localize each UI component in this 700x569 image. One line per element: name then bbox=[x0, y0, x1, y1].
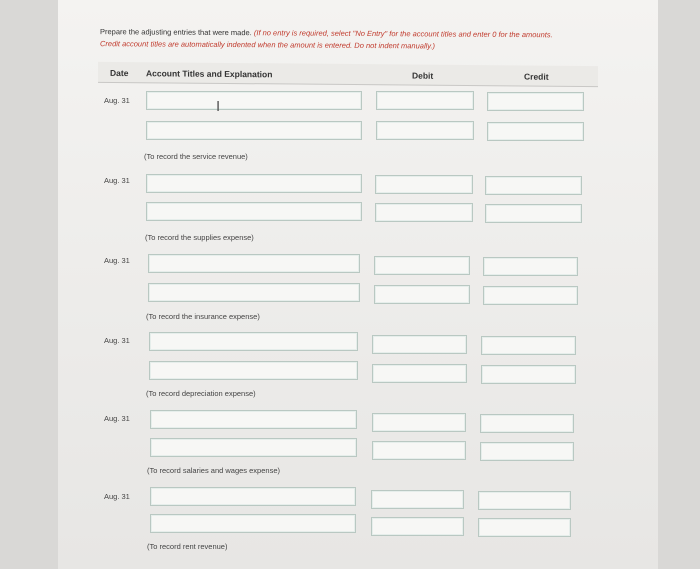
credit-amount-input[interactable] bbox=[483, 257, 578, 276]
debit-amount-input[interactable] bbox=[375, 203, 473, 222]
entry-date: Aug. 31 bbox=[104, 336, 130, 345]
credit-amount-input[interactable] bbox=[487, 122, 584, 141]
account-title-input-credit[interactable] bbox=[150, 438, 357, 457]
header-credit: Credit bbox=[524, 71, 549, 82]
entry-explanation: (To record the insurance expense) bbox=[146, 312, 260, 321]
account-title-input-credit[interactable] bbox=[149, 361, 358, 380]
header-debit: Debit bbox=[412, 70, 434, 81]
account-title-input-debit[interactable] bbox=[149, 332, 358, 351]
instructions-note: (If no entry is required, select "No Entry" for the account titles and enter 0 for the amounts. bbox=[253, 28, 553, 40]
account-title-input-debit[interactable] bbox=[150, 487, 356, 506]
entry-explanation: (To record rent revenue) bbox=[147, 542, 228, 551]
debit-amount-input[interactable] bbox=[371, 517, 464, 536]
account-title-input-debit[interactable] bbox=[146, 91, 362, 110]
debit-amount-input[interactable] bbox=[371, 490, 464, 509]
entry-date: Aug. 31 bbox=[104, 176, 130, 185]
credit-amount-input[interactable] bbox=[487, 92, 584, 111]
account-title-input-credit[interactable] bbox=[146, 121, 362, 140]
debit-amount-input[interactable] bbox=[372, 335, 467, 354]
instructions-note-2: Credit account titles are automatically indented when the amount is entered. Do not indent manually.) bbox=[100, 39, 436, 51]
account-title-input-credit[interactable] bbox=[150, 514, 356, 533]
account-title-input-debit[interactable] bbox=[148, 254, 360, 273]
debit-amount-input[interactable] bbox=[376, 91, 474, 110]
text-cursor-icon: I bbox=[216, 98, 221, 115]
credit-amount-input[interactable] bbox=[480, 414, 574, 433]
debit-amount-input[interactable] bbox=[372, 441, 466, 460]
account-title-input-credit[interactable] bbox=[148, 283, 360, 302]
account-title-input-credit[interactable] bbox=[146, 202, 362, 221]
debit-amount-input[interactable] bbox=[374, 256, 470, 275]
credit-amount-input[interactable] bbox=[478, 518, 571, 537]
debit-amount-input[interactable] bbox=[376, 121, 474, 140]
account-title-input-debit[interactable] bbox=[146, 174, 362, 193]
credit-amount-input[interactable] bbox=[483, 286, 578, 305]
instructions-text: Prepare the adjusting entries that were made. bbox=[100, 27, 252, 38]
table-header bbox=[98, 62, 598, 87]
credit-amount-input[interactable] bbox=[481, 336, 576, 355]
entry-date: Aug. 31 bbox=[104, 256, 130, 265]
credit-amount-input[interactable] bbox=[480, 442, 574, 461]
account-title-input-debit[interactable] bbox=[150, 410, 357, 429]
debit-amount-input[interactable] bbox=[372, 413, 466, 432]
entry-explanation: (To record depreciation expense) bbox=[146, 389, 256, 398]
header-date: Date bbox=[110, 67, 129, 79]
entry-explanation: (To record the supplies expense) bbox=[145, 233, 254, 242]
credit-amount-input[interactable] bbox=[485, 204, 582, 223]
instructions bbox=[100, 26, 640, 54]
entry-explanation: (To record the service revenue) bbox=[144, 152, 248, 161]
debit-amount-input[interactable] bbox=[372, 364, 467, 383]
credit-amount-input[interactable] bbox=[485, 176, 582, 195]
entry-date: Aug. 31 bbox=[104, 414, 130, 423]
debit-amount-input[interactable] bbox=[375, 175, 473, 194]
entry-date: Aug. 31 bbox=[104, 96, 130, 105]
entry-explanation: (To record salaries and wages expense) bbox=[147, 466, 280, 475]
entry-date: Aug. 31 bbox=[104, 492, 130, 501]
credit-amount-input[interactable] bbox=[481, 365, 576, 384]
header-account-titles: Account Titles and Explanation bbox=[146, 68, 273, 80]
credit-amount-input[interactable] bbox=[478, 491, 571, 510]
debit-amount-input[interactable] bbox=[374, 285, 470, 304]
